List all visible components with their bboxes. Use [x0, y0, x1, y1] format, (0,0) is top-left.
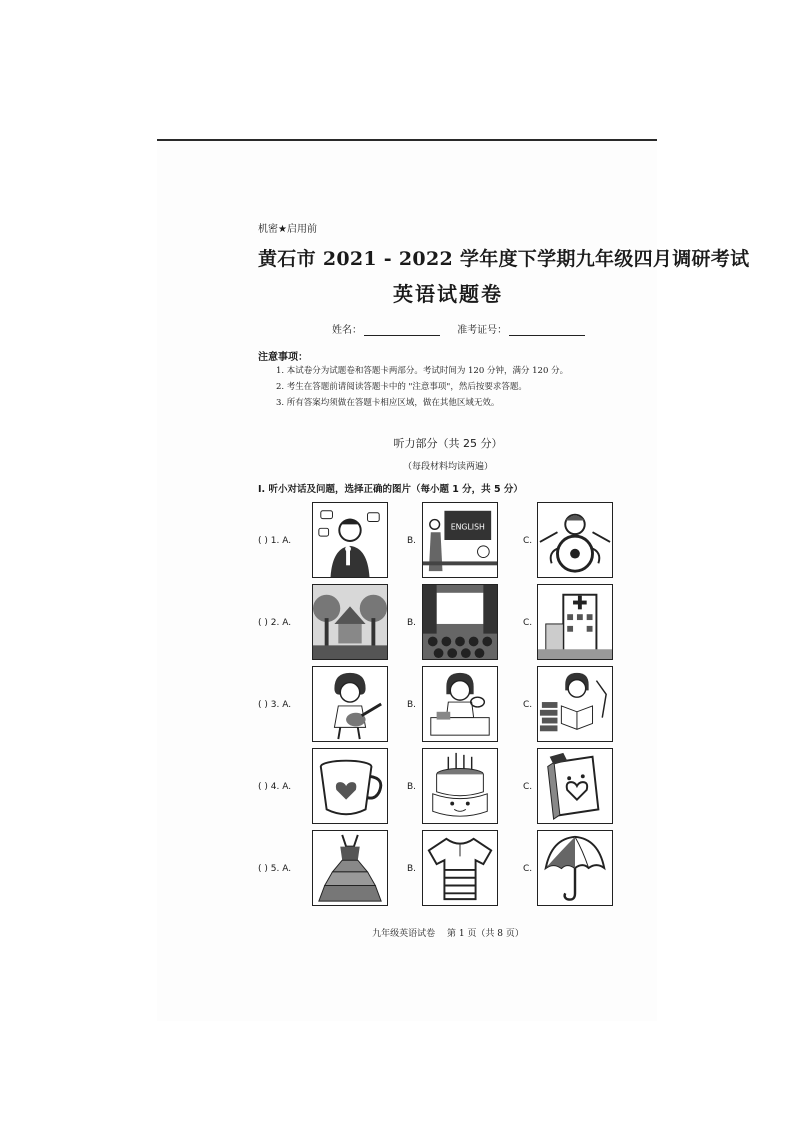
option-c-label: C. [523, 782, 533, 792]
park-icon[interactable] [312, 584, 388, 660]
option-c-label: C. [523, 700, 533, 710]
name-field[interactable] [364, 325, 440, 336]
option-b-label: B. [407, 618, 417, 628]
exam-subtitle: 英语试题卷 [393, 282, 503, 306]
exam-title: 黄石市 2021 - 2022 学年度下学期九年级四月调研考试 [258, 248, 750, 270]
question-label-2: ( ) 2. A. [258, 618, 292, 628]
tshirt-icon[interactable] [422, 830, 498, 906]
notice-title: 注意事项： [258, 352, 308, 363]
girl-guitar-icon[interactable] [312, 666, 388, 742]
option-c-label: C. [523, 536, 533, 546]
option-c-label: C. [523, 618, 533, 628]
option-b-label: B. [407, 700, 417, 710]
board-text: ENGLISH [450, 522, 485, 532]
notice-item: 1. 本试卷分为试题卷和答题卡两部分。考试时间为 120 分钟，满分 120 分。 [276, 366, 569, 376]
candidate-info [332, 321, 599, 336]
birthday-cake-icon[interactable] [422, 748, 498, 824]
option-c-label: C. [523, 864, 533, 874]
option-b-label: B. [407, 864, 417, 874]
name-label: 姓名： [332, 325, 362, 336]
driver-icon[interactable] [537, 502, 613, 578]
girl-cooking-icon[interactable] [422, 666, 498, 742]
hospital-icon[interactable] [537, 584, 613, 660]
reporter-icon[interactable] [312, 502, 388, 578]
id-field[interactable] [509, 325, 585, 336]
english-teacher-icon[interactable] [422, 502, 498, 578]
option-b-label: B. [407, 536, 417, 546]
listening-title: 听力部分（共 25 分） [393, 437, 503, 450]
question-label-4: ( ) 4. A. [258, 782, 292, 792]
question-label-1: ( ) 1. A. [258, 536, 292, 546]
listening-subtitle: （每段材料均读两遍） [402, 462, 493, 472]
confidential-mark: 机密★启用前 [258, 224, 317, 235]
question-label-5: ( ) 5. A. [258, 864, 292, 874]
option-b-label: B. [407, 782, 417, 792]
question-label-3: ( ) 3. A. [258, 700, 292, 710]
girl-reading-icon[interactable] [537, 666, 613, 742]
cinema-icon[interactable] [422, 584, 498, 660]
id-label: 准考证号： [457, 325, 508, 336]
notice-item: 3. 所有答案均须做在答题卡相应区域，做在其他区域无效。 [276, 398, 500, 408]
cup-icon[interactable] [312, 748, 388, 824]
umbrella-icon[interactable] [537, 830, 613, 906]
book-icon[interactable] [537, 748, 613, 824]
page-footer: 九年级英语试卷 第 1 页（共 8 页） [372, 929, 524, 939]
notice-item: 2. 考生在答题前请阅读答题卡中的 "注意事项"，然后按要求答题。 [276, 382, 527, 392]
section-title: I. 听小对话及问题，选择正确的图片（每小题 1 分，共 5 分） [258, 484, 523, 495]
dress-icon[interactable] [312, 830, 388, 906]
